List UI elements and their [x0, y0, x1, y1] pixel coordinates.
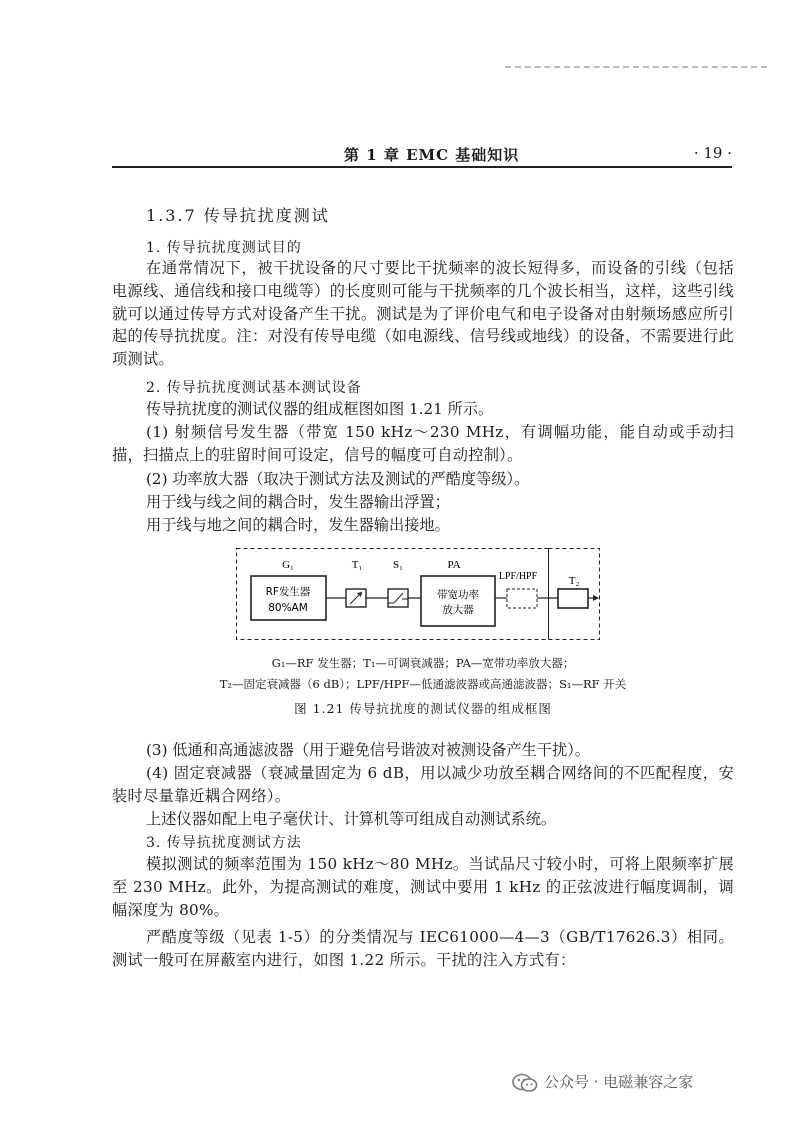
subheading-purpose: 1. 传导抗扰度测试目的	[146, 240, 302, 256]
paragraph-text: (1) 射频信号发生器（带宽 150 kHz～230 MHz，有调幅功能，能自动或手动扫描，扫描点上的驻留时间可设定，信号的幅度可自动控制）。	[112, 423, 734, 464]
paragraph-text: 在通常情况下，被干扰设备的尺寸要比干扰频率的波长短得多，而设备的引线（包括电源线、通信线和接口电缆等）的长度则可能与干扰频率的几个波长相当，这样，这些引线就可以通过传导方式对设备产生干扰。测试是为了评价电气和电子设备对由射频场感应所引起的传导抗扰度。注：对没有传导电缆（如电源线、信号线或地线）的设备，不需要进行此项测试。	[112, 259, 734, 369]
text-line-filters: (3) 低通和高通滤波器（用于避免信号谐波对被测设备产生干扰）。	[146, 741, 590, 759]
subheading-equipment: 2. 传导抗扰度测试基本测试设备	[146, 380, 362, 396]
paragraph-fixed-attenuator	[112, 762, 734, 808]
paragraph-text: 严酷度等级（见表 1-5）的分类情况与 IEC61000—4—3（GB/T17626.3）相同。测试一般可在屏蔽室内进行，如图 1.22 所示。干扰的注入方式有：	[112, 928, 734, 969]
watermark-text: 公众号 · 电磁兼容之家	[544, 1073, 694, 1091]
paragraph-text: (4) 固定衰减器（衰减量固定为 6 dB，用以减少功放至耦合网络间的不匹配程度，安装时尽量靠近耦合网络）。	[112, 764, 734, 805]
rf-modulation-text: 80%AM	[268, 602, 308, 614]
text-line-amplifier: (2) 功率放大器（取决于测试方法及测试的严酷度等级）。	[146, 470, 530, 488]
rf-generator-text: RF发生器	[265, 586, 311, 598]
figure-legend-line2: T₂—固定衰减器（6 dB）；LPF/HPF—低通滤波器或高通滤波器；S₁—RF 开关	[219, 677, 627, 691]
block-diagram	[236, 548, 600, 640]
chapter-title: 第 1 章 EMC 基础知识	[344, 146, 520, 164]
subheading-method: 3. 传导抗扰度测试方法	[146, 835, 302, 851]
header-rule	[112, 166, 732, 168]
paragraph-severity	[112, 926, 734, 972]
text-line-figure-ref: 传导抗扰度的测试仪器的组成框图如图 1.21 所示。	[146, 400, 494, 418]
paragraph-purpose	[112, 257, 734, 371]
output-arrow-icon	[593, 595, 599, 601]
paragraph-rf-generator	[112, 421, 734, 467]
text-line-grounded: 用于线与地之间的耦合时，发生器输出接地。	[146, 516, 450, 534]
text-line-automatic-system: 上述仪器如配上电子毫伏计、计算机等可组成自动测试系统。	[146, 810, 557, 828]
paragraph-text: 模拟测试的频率范围为 150 kHz～80 MHz。当试品尺寸较小时，可将上限频率扩展至 230 MHz。此外，为提高测试的难度，测试中要用 1 kHz 的正弦波进行幅度调制，调幅深度为 80%。	[112, 855, 734, 919]
t1-label: T₁	[351, 559, 363, 571]
text-line-floating: 用于线与线之间的耦合时，发生器输出浮置；	[146, 493, 450, 511]
pa-label: PA	[447, 559, 461, 571]
power-amplifier-block	[421, 576, 495, 626]
running-header	[112, 142, 732, 166]
page-number: · 19 ·	[693, 144, 732, 162]
pa-text-line1: 带宽功率	[437, 589, 479, 601]
wechat-icon	[512, 1073, 538, 1093]
lpf-hpf-block	[507, 589, 537, 608]
pa-text-line2: 放大器	[442, 604, 474, 616]
watermark	[512, 1071, 693, 1093]
lpf-hpf-label: LPF/HPF	[498, 571, 538, 582]
s1-label: S₁	[393, 559, 403, 571]
figure-caption: 图 1.21 传导抗扰度的测试仪器的组成框图	[294, 701, 552, 716]
top-dashed-rule	[505, 66, 767, 68]
fixed-attenuator-block	[558, 589, 588, 608]
section-heading: 1.3.7 传导抗扰度测试	[146, 206, 330, 225]
paragraph-frequency-range	[112, 853, 734, 921]
figure-legend-line1: G₁—RF 发生器；T₁—可调衰减器；PA—宽带功率放大器；	[271, 656, 575, 670]
t2-label: T₂	[568, 575, 580, 587]
g1-label: G₁	[282, 559, 294, 571]
